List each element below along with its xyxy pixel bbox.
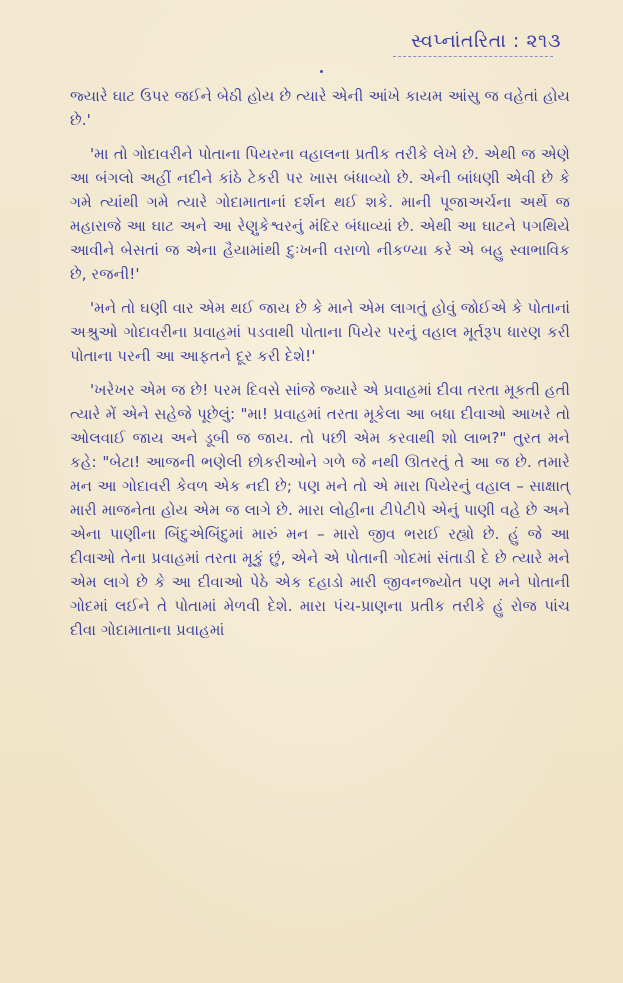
paragraph-2: 'મા તો ગોદાવરીને પોતાના પિયરના વહાલના પ્રતીક તરીકે લેખે છે. એથી જ એણે આ બંગલો અહીં નદીને કાંઠે ટેકરી પર ખાસ બંધાવ્યો છે. એની બાંધણી એવી છે કે ગમે ત્યાંથી ગમે ત્યારે ગોદામાતાનાં દર્શન થઈ શકે. માની પૂજાઅર્ચના અર્થે જ મહારાજે આ ઘાટ અને આ રેણુકેશ્વરનું મંદિર બંધાવ્યાં છે. એથી આ ઘાટને પગથિયે આવીને બેસતાં જ એના હૈયામાંથી દુઃખની વરાળો નીકળ્યા કરે એ બહુ સ્વાભાવિક છે, રજની!' xyxy=(70,145,570,283)
header-underline xyxy=(393,56,553,57)
paragraph-3: 'મને તો ઘણી વાર એમ થઈ જાય છે કે માને એમ લાગતું હોવું જોઈએ કે પોતાનાં અશ્રુઓ ગોદાવરીના પ્રવાહમાં પડવાથી પોતાના પિયેર પરનું વહાલ મૂર્તરૂપ ધારણ કરી પોતાના પરની આ આફતને દૂર કરી દેશે!' xyxy=(70,299,570,365)
ink-speck xyxy=(320,70,323,73)
paragraph-1: જ્યારે ઘાટ ઉપર જઈને બેઠી હોય છે ત્યારે એની આંખે કાયમ આંસુ જ વહેતાં હોય છે.' xyxy=(70,87,570,129)
running-header: સ્વપ્નાંતરિતા : ૨૧૩ xyxy=(410,30,561,52)
paragraph-4: 'ખરેખર એમ જ છે! પરમ દિવસે સાંજે જ્યારે એ પ્રવાહમાં દીવા તરતા મૂકતી હતી ત્યારે મેં એને સહેજે પૂછેલું: "મા! પ્રવાહમાં તરતા મૂકેલા આ બધા દીવાઓ આખરે તો ઓલવાઈ જાય અને ડૂબી જ જાય. તો પછી એમ કરવાથી શો લાભ?" તુરત મને કહે: "બેટા! આજની ભણેલી છોકરીઓને ગળે જે નથી ઊતરતું તે આ જ છે. તમારે મન આ ગોદાવરી કેવળ એક નદી છે; પણ મને તો એ મારા પિયેરનું વહાલ – સાક્ષાત્ મારી માજનેતા હોય એમ જ લાગે છે. મારા લોહીના ટીપેટીપે એનું પાણી વહે છે અને એના પાણીના બિંદુએબિંદુમાં મારું મન – મારો જીવ ભરાઈ રહ્યો છે. હું જે આ દીવાઓ તેના પ્રવાહમાં તરતા મૂકું છું, એને એ પોતાની ગોદમાં સંતાડી દે છે ત્યારે મને એમ લાગે છે કે આ દીવાઓ પેઠે એક દહાડો મારી જીવનજ્યોત પણ મને પોતાની ગોદમાં લઈને તે પોતામાં મેળવી દેશે. મારા પંચ-પ્રાણના પ્રતીક તરીકે હું રોજ પાંચ દીવા ગોદામાતાના પ્રવાહમાં xyxy=(70,381,570,639)
body-text xyxy=(70,84,570,642)
